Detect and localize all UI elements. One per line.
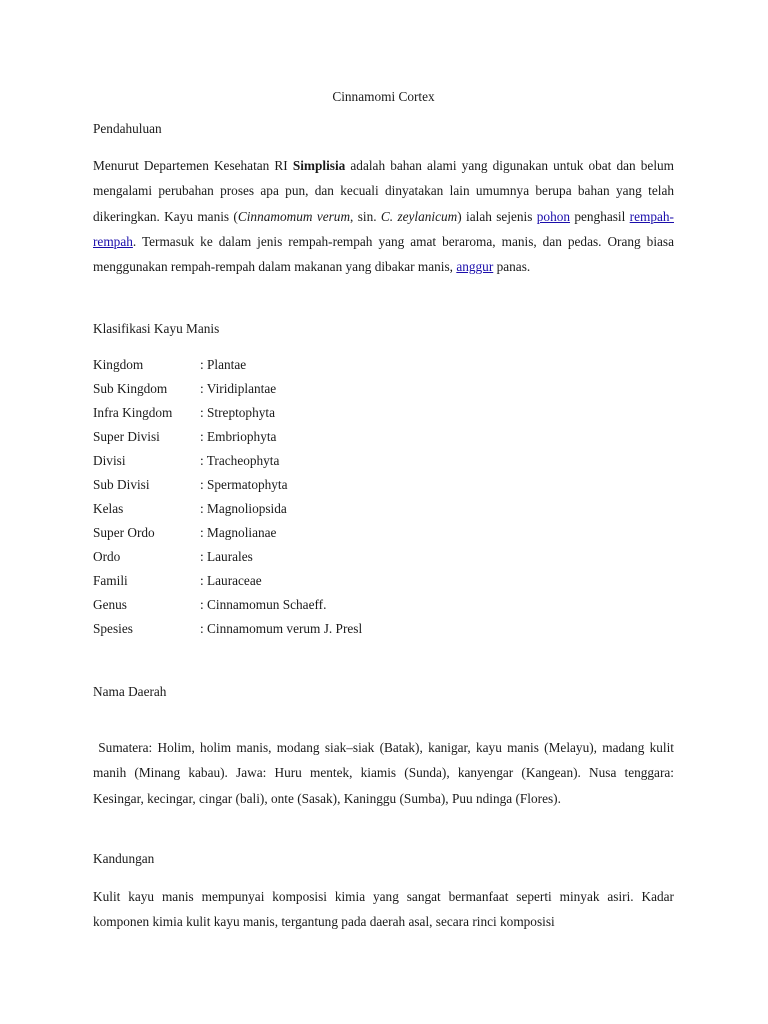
rank-value: : Viridiplantae — [200, 381, 277, 396]
classification-row — [93, 548, 674, 572]
rank-label: Kelas — [93, 501, 124, 516]
paragraph-intro — [93, 153, 674, 279]
rank-value: : Cinnamomum verum J. Presl — [200, 621, 363, 636]
heading-nama-daerah: Nama Daerah — [93, 684, 167, 699]
document-title: Cinnamomi Cortex — [332, 89, 435, 104]
rank-value: : Laurales — [200, 549, 253, 564]
link-rempah-rempah[interactable]: rempah-rempah — [93, 208, 674, 249]
rank-label: Sub Divisi — [93, 477, 150, 492]
intro-text-6: . Termasuk ke dalam jenis rempah-rempah yang amat beraroma, manis, dan pedas. Orang biasa menggunakan rempah-rempah dalam makanan yang dibakar manis, — [93, 233, 674, 275]
rank-value: : Plantae — [200, 357, 247, 372]
rank-label: Sub Kingdom — [93, 381, 168, 396]
rank-label: Ordo — [93, 549, 121, 564]
intro-text-5: penghasil — [570, 208, 630, 224]
classification-row — [93, 500, 674, 524]
intro-text-3: , sin. — [350, 208, 381, 224]
rank-label: Spesies — [93, 621, 133, 636]
rank-value: : Embriophyta — [200, 429, 277, 444]
link-pohon[interactable]: pohon — [536, 208, 571, 224]
intro-text-4: ) ialah sejenis — [457, 208, 537, 224]
rank-value: : Lauraceae — [200, 573, 262, 588]
intro-text-7: panas. — [493, 259, 531, 275]
classification-row — [93, 452, 674, 476]
link-anggur[interactable]: anggur — [456, 259, 494, 275]
classification-row — [93, 356, 674, 380]
rank-label: Infra Kingdom — [93, 405, 173, 420]
rank-value: : Magnoliopsida — [200, 501, 287, 516]
rank-label: Super Divisi — [93, 429, 160, 444]
latin-name-zeylanicum: C. zeylanicum — [380, 208, 458, 224]
term-simplisia: Simplisia — [292, 158, 346, 173]
classification-row — [93, 476, 674, 500]
intro-text-1: Menurut Departemen Kesehatan RI — [93, 158, 293, 173]
intro-text-2: adalah bahan alami yang digunakan untuk obat dan belum mengalami perubahan proses apa pun, dan kecuali dinyatakan lain umumnya berupa bahan yang telah dikeringkan. Kayu manis ( — [93, 158, 675, 224]
heading-pendahuluan: Pendahuluan — [93, 121, 162, 136]
classification-row — [93, 380, 674, 404]
classification-row — [93, 620, 674, 644]
rank-value: : Cinnamomun Schaeff. — [200, 597, 327, 612]
rank-label: Genus — [93, 597, 127, 612]
classification-row — [93, 524, 674, 548]
classification-row — [93, 596, 674, 620]
rank-value: : Magnolianae — [200, 525, 277, 540]
paragraph-nama-daerah: Sumatera: Holim, holim manis, modang siak–siak (Batak), kanigar, kayu manis (Melayu), madang kulit manih (Minang kabau). Jawa: Huru mentek, kiamis (Sunda), kanyengar (Kangean). Nusa tenggara: Kesingar, kecingar, cingar (bali), onte (Sasak), Kaninggu (Sumba), Puu ndinga (Flores). — [93, 740, 674, 806]
classification-row — [93, 428, 674, 452]
classification-row — [93, 572, 674, 596]
classification-table — [93, 356, 674, 644]
rank-label: Famili — [93, 573, 128, 588]
rank-value: : Streptophyta — [200, 405, 275, 420]
latin-name-verum: Cinnamomum verum — [237, 208, 351, 224]
rank-value: : Tracheophyta — [200, 453, 280, 468]
rank-label: Divisi — [93, 453, 126, 468]
heading-kandungan: Kandungan — [93, 851, 155, 866]
classification-row — [93, 404, 674, 428]
rank-label: Kingdom — [93, 357, 144, 372]
rank-label: Super Ordo — [93, 525, 155, 540]
rank-value: : Spermatophyta — [200, 477, 288, 492]
paragraph-kandungan: Kulit kayu manis mempunyai komposisi kimia yang sangat bermanfaat seperti minyak asiri. Kadar komponen kimia kulit kayu manis, tergantung pada daerah asal, secara rinci komposisi — [93, 889, 674, 930]
heading-klasifikasi: Klasifikasi Kayu Manis — [93, 321, 220, 336]
